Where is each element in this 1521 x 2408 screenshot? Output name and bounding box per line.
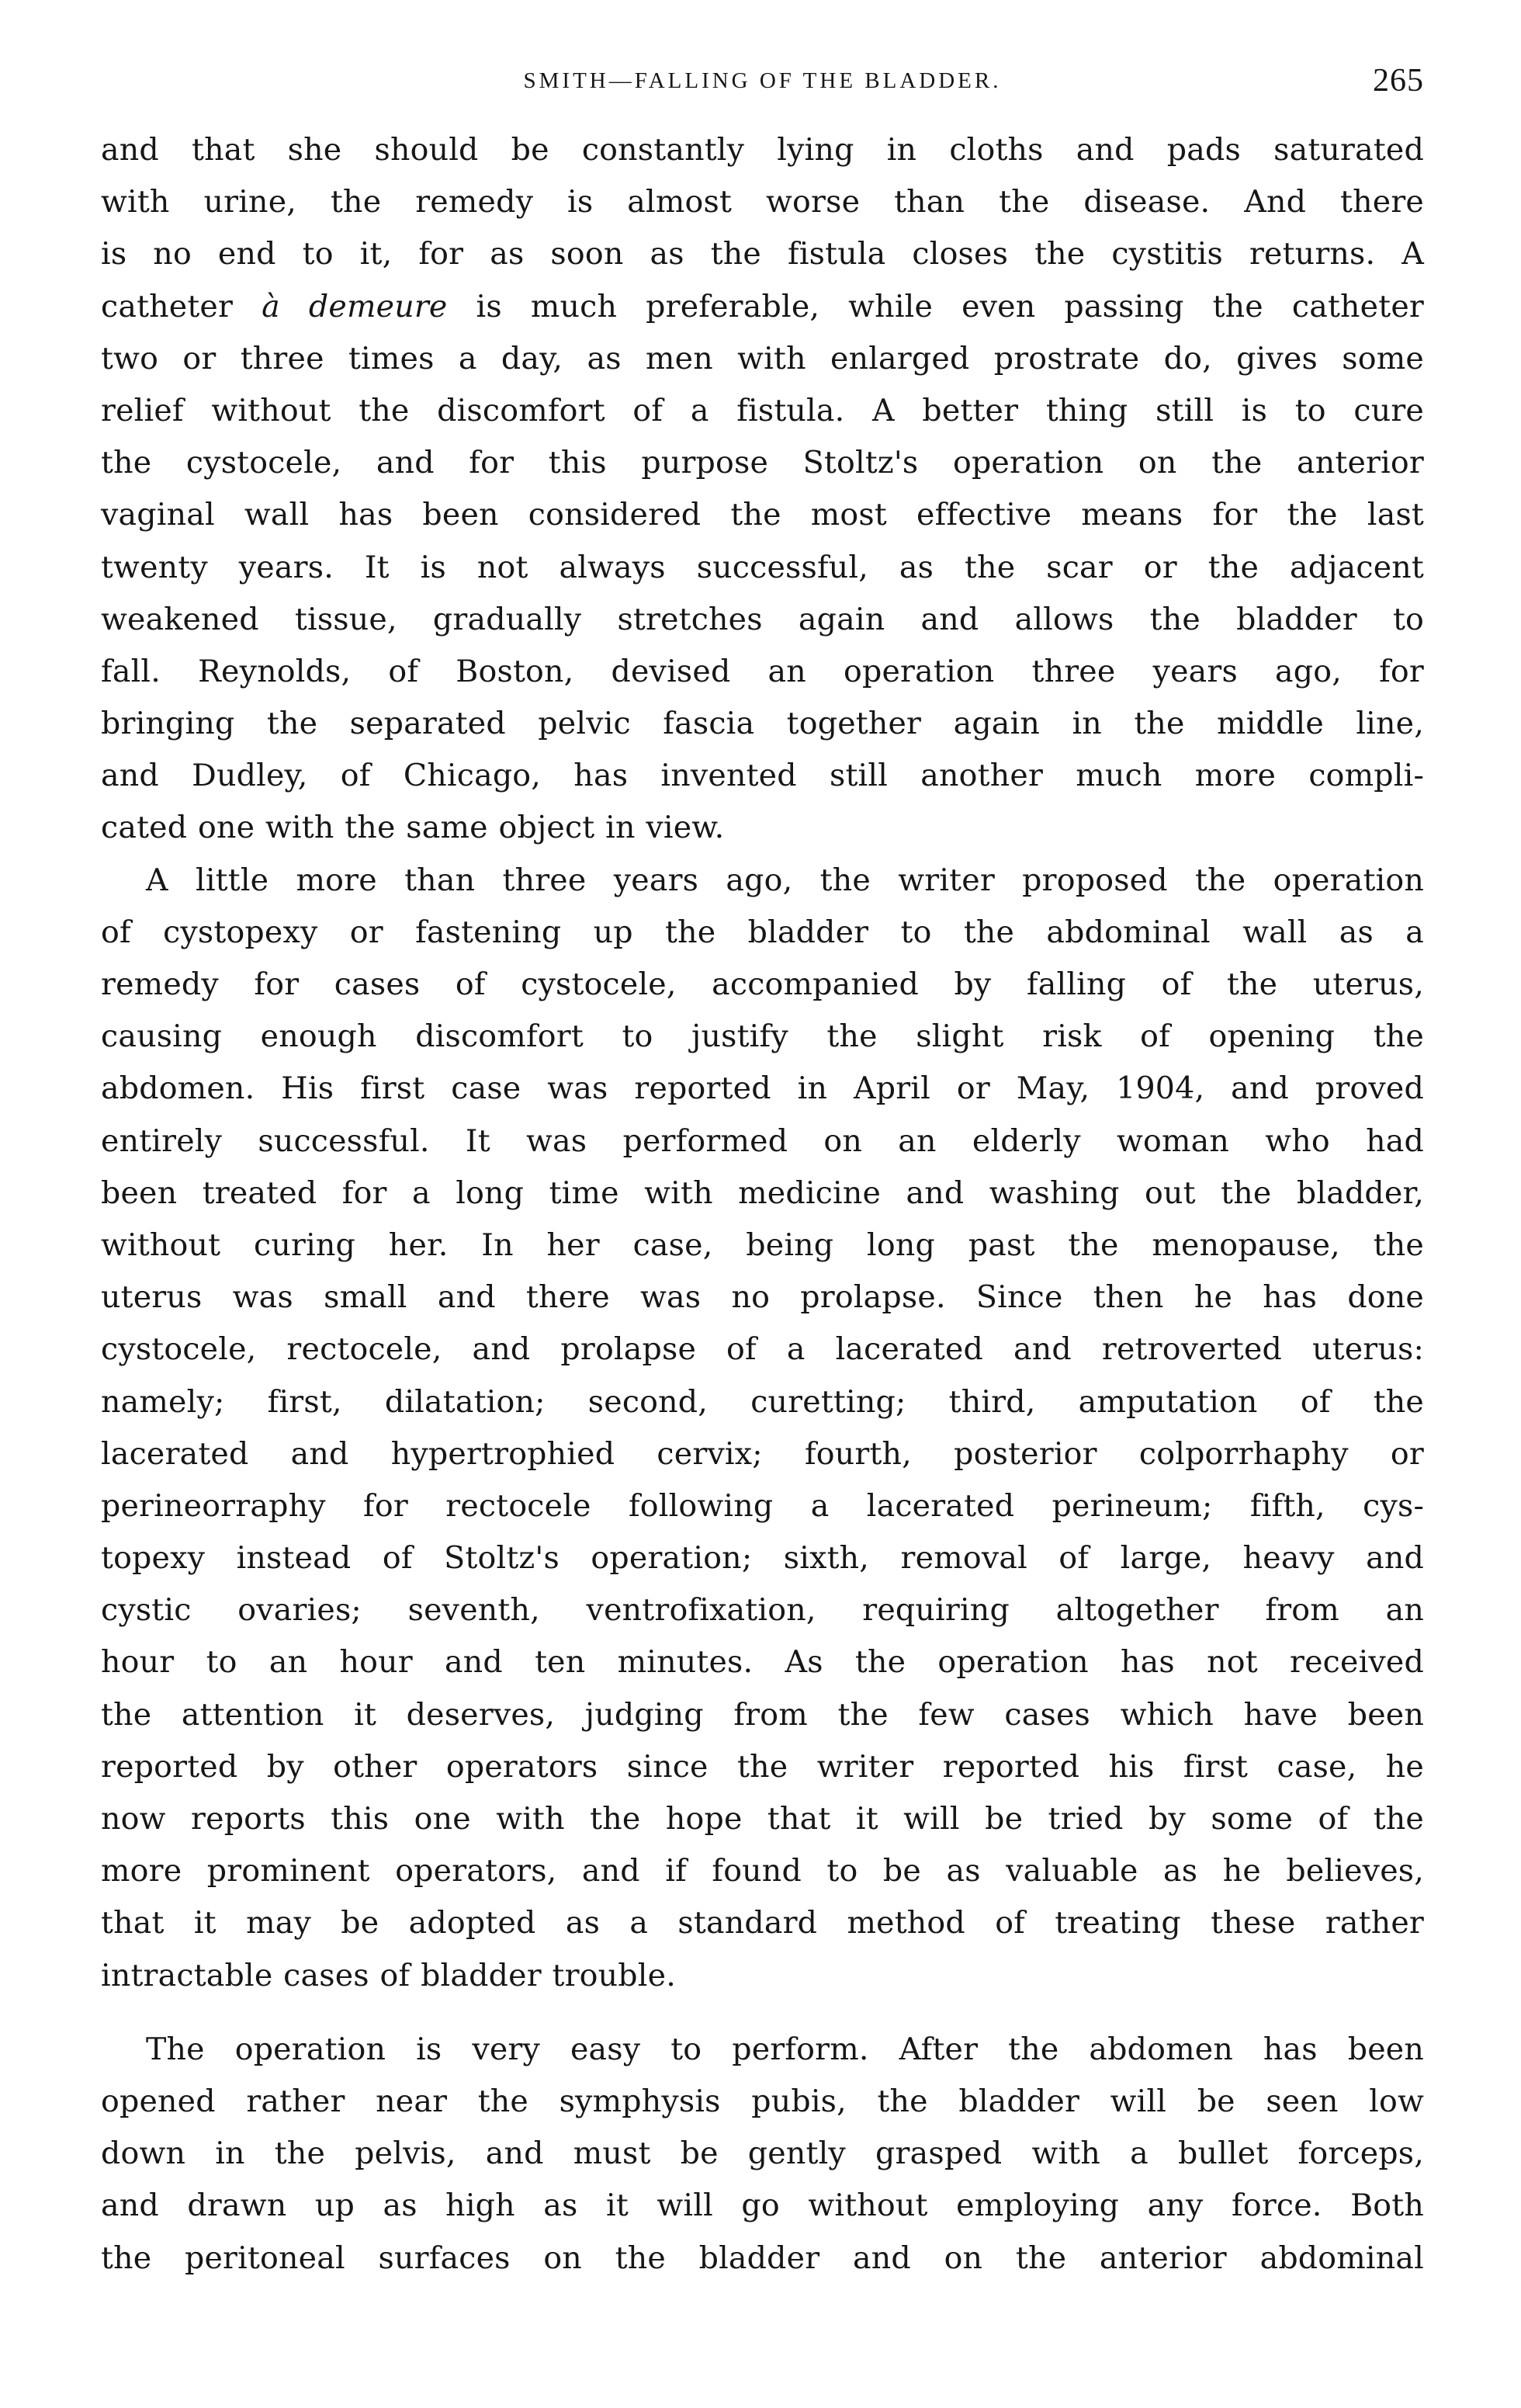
text-line: cystic ovaries; seventh, ventrofixation, requiring altogether from an	[101, 1592, 1424, 1629]
text-line: uterus was small and there was no prolapse. Since then he has done	[101, 1279, 1424, 1316]
text-line: vaginal wall has been considered the most effective means for the last	[101, 497, 1424, 533]
text-line: been treated for a long time with medicine and washing out the bladder,	[101, 1175, 1424, 1211]
text-line: cated one with the same object in view.	[101, 810, 725, 846]
body-text	[101, 124, 1424, 2285]
text-line: that it may be adopted as a standard method of treating these rather	[101, 1905, 1424, 1941]
text-line: with urine, the remedy is almost worse than the disease. And there	[101, 184, 1424, 220]
text-line: A little more than three years ago, the writer proposed the operation	[146, 862, 1424, 898]
text-line: is no end to it, for as soon as the fistula closes the cystitis returns. A	[101, 236, 1424, 272]
text-line: causing enough discomfort to justify the slight risk of opening the	[101, 1018, 1424, 1055]
paragraph-2	[101, 855, 1424, 2002]
text-line: the attention it deserves, judging from the few cases which have been	[101, 1696, 1424, 1733]
text-line: intractable cases of bladder trouble.	[101, 1957, 676, 1993]
text-line: two or three times a day, as men with enlarged prostrate do, gives some	[101, 340, 1424, 376]
text-line: now reports this one with the hope that it will be tried by some of the	[101, 1801, 1424, 1837]
text-line: entirely successful. It was performed on an elderly woman who had	[101, 1122, 1424, 1159]
paragraph-3	[101, 2024, 1424, 2285]
text-line: topexy instead of Stoltz's operation; sixth, removal of large, heavy and	[101, 1540, 1424, 1577]
text-line: without curing her. In her case, being long past the menopause, the	[101, 1227, 1424, 1263]
text-line: of cystopexy or fastening up the bladder to the abdominal wall as a	[101, 914, 1424, 950]
text-line: catheter à demeure is much preferable, while even passing the catheter	[101, 288, 1424, 324]
text-line: weakened tissue, gradually stretches again and allows the bladder to	[101, 601, 1424, 637]
text-line: abdomen. His first case was reported in April or May, 1904, and proved	[101, 1070, 1424, 1107]
running-head	[101, 61, 1424, 124]
text-line: and Dudley, of Chicago, has invented still another much more compli-	[101, 758, 1424, 794]
text-line: down in the pelvis, and must be gently grasped with a bullet forceps,	[101, 2136, 1424, 2172]
text-line: cystocele, rectocele, and prolapse of a lacerated and retroverted uterus:	[101, 1331, 1424, 1368]
text-line: lacerated and hypertrophied cervix; fourth, posterior colporrhaphy or	[101, 1435, 1424, 1472]
text-line: opened rather near the symphysis pubis, the bladder will be seen low	[101, 2083, 1424, 2119]
text-line: more prominent operators, and if found to be as valuable as he believes,	[101, 1853, 1424, 1889]
text-line: hour to an hour and ten minutes. As the operation has not received	[101, 1644, 1424, 1681]
text-line: and that she should be constantly lying in cloths and pads saturated	[101, 132, 1424, 168]
text-line: the cystocele, and for this purpose Stoltz's operation on the anterior	[101, 445, 1424, 481]
text-line: The operation is very easy to perform. After the abdomen has been	[146, 2031, 1424, 2067]
text-line: relief without the discomfort of a fistula. A better thing still is to cure	[101, 392, 1424, 429]
text-line: bringing the separated pelvic fascia together again in the middle line,	[101, 706, 1424, 742]
text-line: perineorraphy for rectocele following a lacerated perineum; fifth, cys-	[101, 1487, 1424, 1524]
text-line: twenty years. It is not always successful, as the scar or the adjacent	[101, 549, 1424, 585]
text-line: reported by other operators since the writer reported his first case, he	[101, 1748, 1424, 1785]
book-page	[101, 61, 1424, 2285]
paragraph-1	[101, 124, 1424, 855]
text-line: and drawn up as high as it will go without employing any force. Both	[101, 2188, 1424, 2224]
text-line: the peritoneal surfaces on the bladder and on the anterior abdominal	[101, 2240, 1424, 2276]
running-title: SMITH—FALLING OF THE BLADDER.	[523, 68, 1002, 93]
text-line: namely; first, dilatation; second, curetting; third, amputation of the	[101, 1383, 1424, 1420]
page-number: 265	[1373, 63, 1424, 99]
text-line: remedy for cases of cystocele, accompanied by falling of the uterus,	[101, 966, 1424, 1002]
text-line: fall. Reynolds, of Boston, devised an operation three years ago, for	[101, 653, 1424, 689]
